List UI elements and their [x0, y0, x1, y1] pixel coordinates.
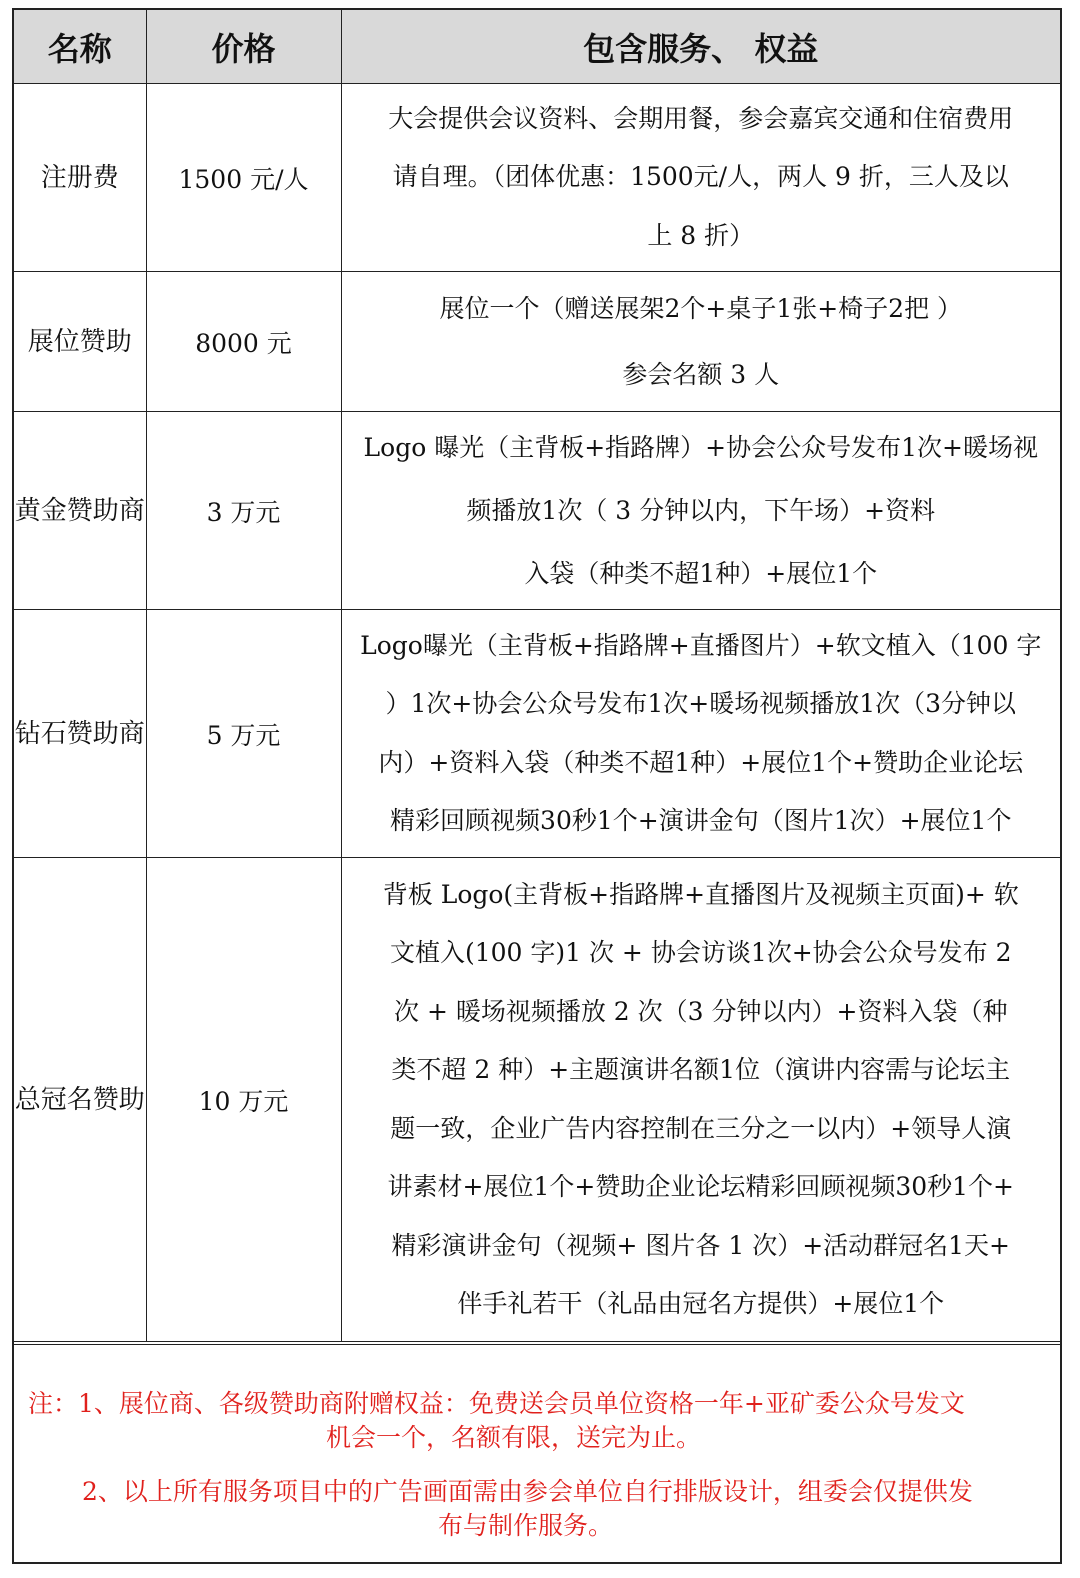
- service-line: 频播放1次（ 3 分钟以内，下午场）+资料: [466, 496, 936, 525]
- tier-name: 展位赞助: [14, 272, 146, 412]
- tier-name: 钻石赞助商: [14, 610, 146, 858]
- tier-services: [341, 412, 1060, 610]
- service-line: 精彩演讲金句（视频+ 图片各 1 次）+活动群冠名1天+: [391, 1230, 1010, 1260]
- footnote-line-2: 机会一个，名额有限，送完为止。: [326, 1423, 702, 1452]
- table-row: [14, 84, 1060, 272]
- service-line: 次 + 暖场视频播放 2 次（3 分钟以内）+资料入袋（种: [394, 996, 1008, 1026]
- tier-price: 3 万元: [146, 412, 341, 610]
- tier-name: 注册费: [14, 84, 146, 272]
- service-line: 大会提供会议资料、会期用餐，参会嘉宾交通和住宿费用: [388, 103, 1014, 133]
- tier-services: [341, 84, 1060, 272]
- service-line: 展位一个（赠送展架2个+桌子1张+椅子2把 ）: [439, 293, 963, 323]
- service-line: 题一致，企业广告内容控制在三分之一以内）+领导人演: [390, 1113, 1012, 1143]
- service-line: 文植入(100 字)1 次 + 协会访谈1次+协会公众号发布 2: [389, 938, 1012, 967]
- header-services: 包含服务、 权益: [341, 10, 1060, 84]
- tier-price: 8000 元: [146, 272, 341, 412]
- tier-services: [341, 272, 1060, 412]
- service-line: 上 8 折）: [647, 220, 755, 250]
- header-name: 名称: [14, 10, 146, 84]
- table-row: [14, 610, 1060, 858]
- footnote-line-4: 布与制作服务。: [438, 1511, 614, 1540]
- header-row: [14, 10, 1060, 84]
- header-price: 价格: [146, 10, 341, 84]
- table-row: [14, 858, 1060, 1342]
- tier-services: [341, 858, 1060, 1342]
- table-row: [14, 412, 1060, 610]
- service-line: 请自理。（团体优惠：1500元/人，两人 9 折，三人及以: [392, 162, 1009, 192]
- pricing-sheet: [12, 8, 1062, 1564]
- tier-name: 黄金赞助商: [14, 412, 146, 610]
- service-line: 背板 Logo(主背板+指路牌+直播图片及视频主页面)+ 软: [382, 879, 1019, 909]
- tier-price: 5 万元: [146, 610, 341, 858]
- service-line: 伴手礼若干（礼品由冠名方提供）+展位1个: [457, 1289, 945, 1318]
- service-line: 讲素材+展位1个+赞助企业论坛精彩回顾视频30秒1个+: [387, 1172, 1014, 1201]
- service-line: 类不超 2 种）+主题演讲名额1位（演讲内容需与论坛主: [391, 1055, 1011, 1084]
- service-line: 内）+资料入袋（种类不超1种）+展位1个+赞助企业论坛: [378, 747, 1024, 777]
- tier-name: 总冠名赞助: [14, 858, 146, 1342]
- service-line: 参会名额 3 人: [622, 359, 780, 389]
- footnote: [14, 1344, 1060, 1562]
- service-line: ）1次+协会公众号发布1次+暖场视频播放1次（3分钟以: [385, 689, 1017, 718]
- service-line: 入袋（种类不超1种）+展位1个: [524, 559, 878, 588]
- pricing-table: [14, 10, 1060, 1342]
- tier-price: 10 万元: [146, 858, 341, 1342]
- footnote-line-1: 注：1、展位商、各级赞助商附赠权益：免费送会员单位资格一年+亚矿委公众号发文: [28, 1389, 965, 1418]
- service-line: Logo曝光（主背板+指路牌+直播图片）+软文植入（100 字: [360, 630, 1042, 660]
- tier-services: [341, 610, 1060, 858]
- tier-price: 1500 元/人: [146, 84, 341, 272]
- table-row: [14, 272, 1060, 412]
- footnote-line-3: 2、以上所有服务项目中的广告画面需由参会单位自行排版设计，组委会仅提供发: [82, 1477, 973, 1506]
- service-line: Logo 曝光（主背板+指路牌）+协会公众号发布1次+暖场视: [363, 433, 1038, 462]
- service-line: 精彩回顾视频30秒1个+演讲金句（图片1次）+展位1个: [390, 806, 1012, 835]
